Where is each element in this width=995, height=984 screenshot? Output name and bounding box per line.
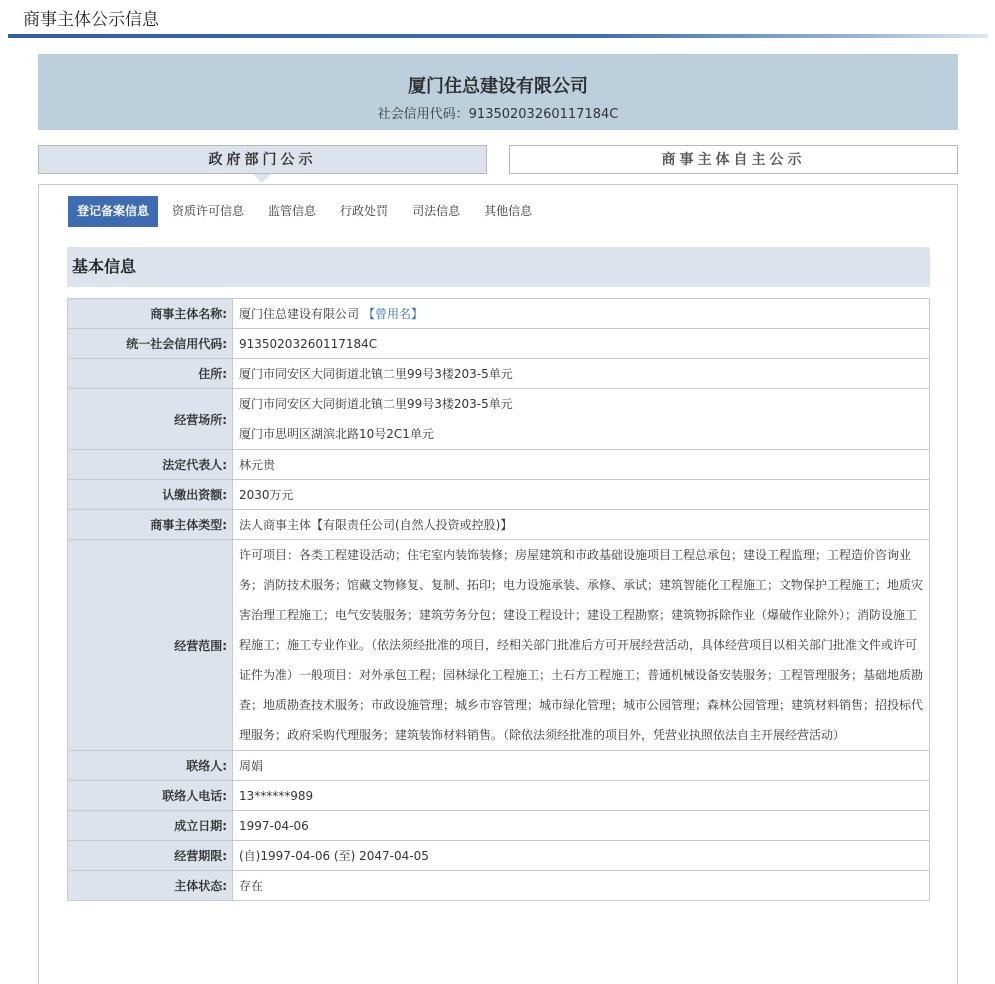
sub-tab-bar: [68, 196, 547, 227]
table-row: [68, 329, 930, 359]
content-panel: [38, 184, 958, 984]
entity-status-value: 存在: [233, 871, 930, 901]
company-header: [38, 54, 958, 130]
table-row: [68, 299, 930, 329]
field-label: 主体状态:: [68, 871, 233, 901]
subtab-qualification[interactable]: 资质许可信息: [172, 204, 245, 218]
table-row: [68, 480, 930, 510]
subtab-registration[interactable]: 登记备案信息: [68, 196, 158, 227]
business-place-line: 厦门市思明区湖滨北路10号2C1单元: [239, 427, 434, 441]
business-term-value: (自)1997-04-06 (至) 2047-04-05: [233, 841, 930, 871]
contact-value: 周娟: [233, 751, 930, 781]
business-place-line: 厦门市同安区大同街道北镇二里99号3楼203-5单元: [239, 397, 513, 411]
credit-code-line: 社会信用代码：91350203260117184C: [377, 107, 619, 122]
field-value: [233, 299, 930, 329]
field-label: 联络人:: [68, 751, 233, 781]
table-row: [68, 871, 930, 901]
tab-self-disclosure[interactable]: 商事主体自主公示: [509, 145, 958, 174]
field-label: 认缴出资额:: [68, 480, 233, 510]
address-value: 厦门市同安区大同街道北镇二里99号3楼203-5单元: [233, 359, 930, 389]
table-row: [68, 540, 930, 751]
founded-date-value: 1997-04-06: [233, 811, 930, 841]
former-name-link[interactable]: 【曾用名】: [363, 307, 424, 321]
field-label: 经营场所:: [68, 389, 233, 450]
field-label: 经营期限:: [68, 841, 233, 871]
business-scope-value: 许可项目：各类工程建设活动；住宅室内装饰装修；房屋建筑和市政基础设施项目工程总承包；建设工程监理；工程造价咨询业务；消防技术服务；馆藏文物修复、复制、拓印；电力设施承装、承修、承试；建筑智能化工程施工；文物保护工程施工；地质灾害治理工程施工；电气安装服务；建筑劳务分包；建设工程设计；建设工程勘察；建筑物拆除作业（爆破作业除外）；消防设施工程施工；施工专业作业。（依法须经批准的项目，经相关部门批准后方可开展经营活动，具体经营项目以相关部门批准文件或许可证件为准）一般项目：对外承包工程；园林绿化工程施工；土石方工程施工；普通机械设备安装服务；工程管理服务；基础地质勘查；地质勘查技术服务；市政设施管理；城乡市容管理；城市绿化管理；城市公园管理；森林公园管理；建筑材料销售；招投标代理服务；政府采购代理服务；建筑装饰材料销售。（除依法须经批准的项目外，凭营业执照依法自主开展经营活动）: [233, 540, 930, 751]
tab-government-disclosure[interactable]: 政府部门公示: [38, 145, 487, 174]
field-label: 统一社会信用代码:: [68, 329, 233, 359]
section-title: 基本信息: [67, 247, 930, 287]
table-row: [68, 450, 930, 480]
entity-type-value: 法人商事主体【有限责任公司(自然人投资或控股)】: [233, 510, 930, 540]
company-name: 厦门住总建设有限公司: [408, 76, 588, 97]
field-label: 商事主体名称:: [68, 299, 233, 329]
table-row: [68, 510, 930, 540]
active-tab-pointer: [253, 174, 271, 183]
page-title: 商事主体公示信息: [23, 10, 159, 30]
field-label: 住所:: [68, 359, 233, 389]
company-name-value: 厦门住总建设有限公司: [239, 307, 360, 321]
table-row: [68, 751, 930, 781]
field-label: 商事主体类型:: [68, 510, 233, 540]
credit-code-value: 91350203260117184C: [233, 329, 930, 359]
field-label: 联络人电话:: [68, 781, 233, 811]
field-label: 法定代表人:: [68, 450, 233, 480]
table-row: [68, 841, 930, 871]
title-underline: [8, 34, 988, 38]
subtab-supervision[interactable]: 监管信息: [268, 204, 317, 218]
subtab-judicial[interactable]: 司法信息: [412, 204, 461, 218]
business-place-value: [233, 389, 930, 450]
legal-rep-value: 林元贵: [233, 450, 930, 480]
table-row: [68, 781, 930, 811]
field-label: 成立日期:: [68, 811, 233, 841]
subtab-other[interactable]: 其他信息: [484, 204, 533, 218]
table-row: [68, 389, 930, 450]
subtab-penalty[interactable]: 行政处罚: [340, 204, 389, 218]
table-row: [68, 811, 930, 841]
table-row: [68, 359, 930, 389]
capital-value: 2030万元: [233, 480, 930, 510]
contact-phone-value: 13******989: [233, 781, 930, 811]
basic-info-table: [67, 298, 930, 901]
field-label: 经营范围:: [68, 540, 233, 751]
